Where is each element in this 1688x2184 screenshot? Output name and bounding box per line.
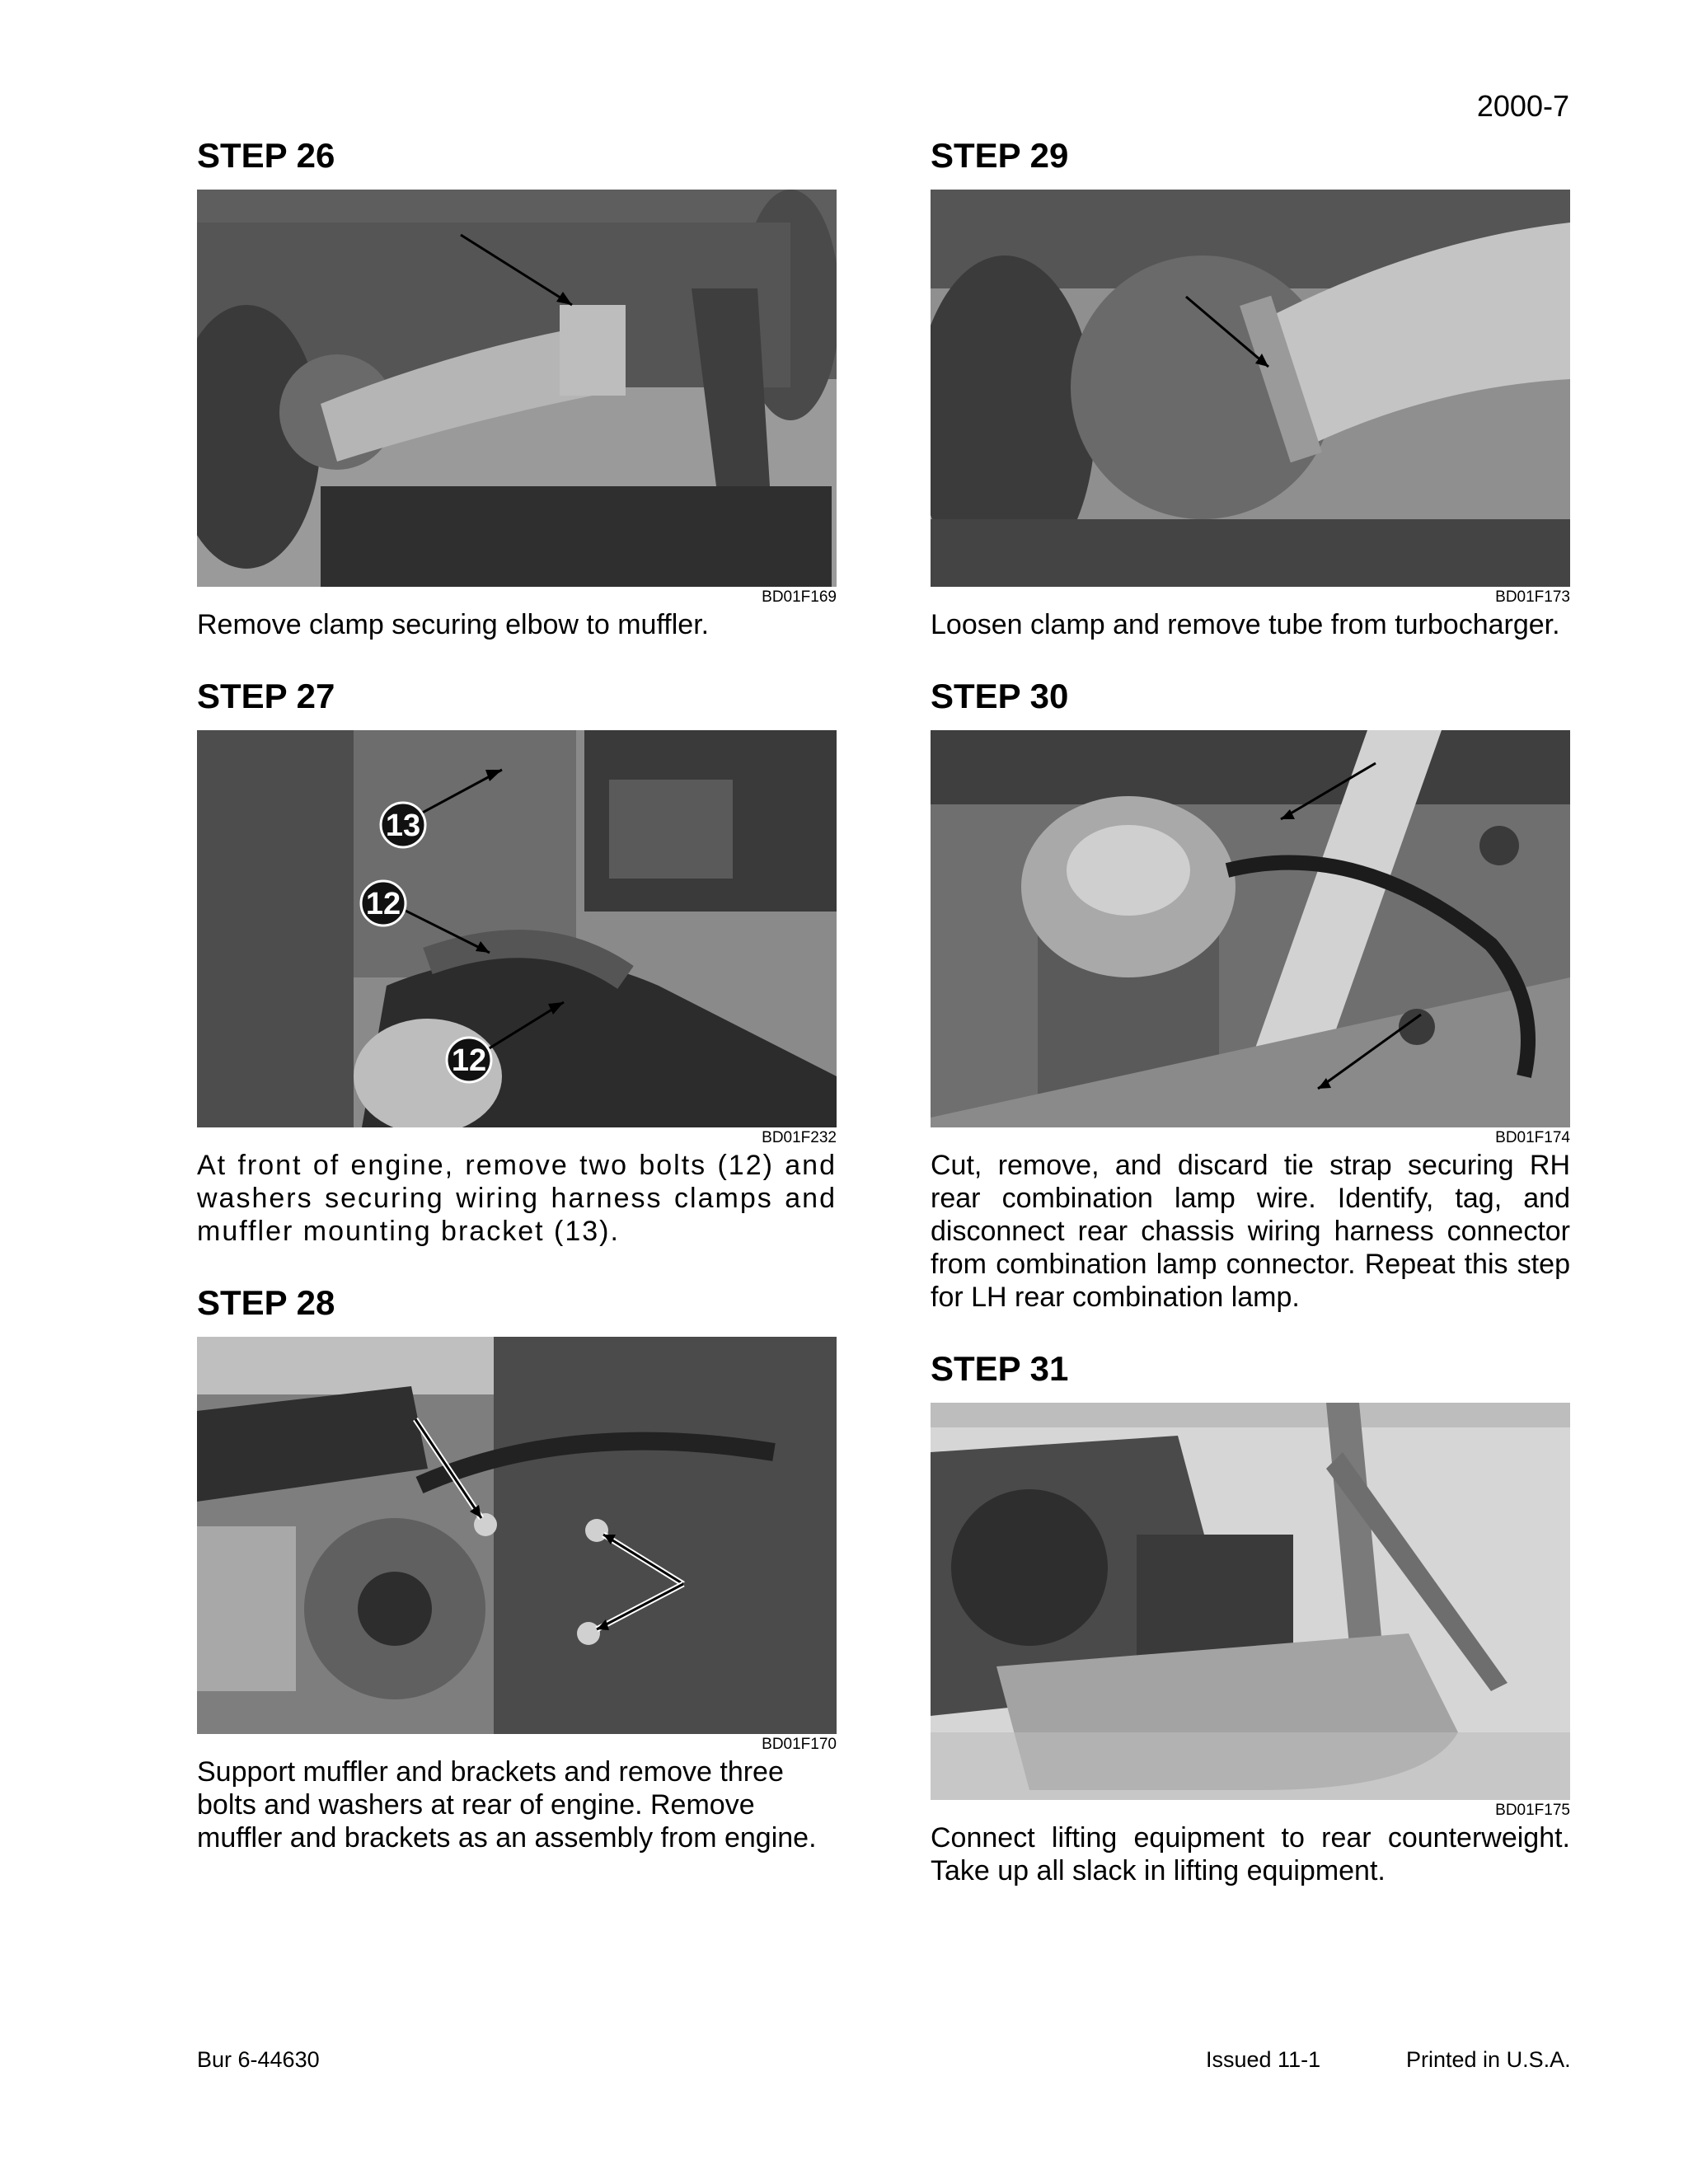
footer-issued: Issued 11-1 [1206, 2047, 1321, 2072]
callout-13: 13 [385, 808, 421, 843]
figure-code: BD01F232 [762, 1129, 837, 1146]
step-30-photo [931, 730, 1570, 1127]
step-caption: Remove clamp securing elbow to muffler. [197, 609, 710, 640]
figure-code: BD01F170 [762, 1736, 837, 1753]
footer-printed: Printed in U.S.A. [1406, 2047, 1571, 2072]
callout-12: 12 [365, 887, 401, 921]
step-caption: Loosen clamp and remove tube from turbocharger. [931, 609, 1560, 640]
step-29 [931, 138, 1570, 641]
step-title: STEP 30 [931, 677, 1069, 715]
figure-code: BD01F173 [1495, 588, 1570, 606]
step-30 [931, 679, 1570, 1314]
step-caption: Support muffler and brackets and remove three bolts and washers at rear of engine. Remove muffler and brackets as an assembly from engine. [197, 1756, 817, 1854]
step-title: STEP 27 [197, 677, 335, 715]
figure-code: BD01F174 [1495, 1129, 1570, 1146]
step-26-photo [197, 190, 837, 587]
step-31 [931, 1349, 1570, 1887]
step-title: STEP 31 [931, 1349, 1069, 1388]
step-title: STEP 26 [197, 136, 335, 175]
step-26 [197, 138, 837, 641]
step-28 [197, 1283, 837, 1854]
step-caption: Cut, remove, and discard tie strap securing RH rear combination lamp wire. Identify, tag, and disconnect rear chassis wiring harness connector from combination lamp connector. Repeat this step for LH rear combination lamp. [931, 1150, 1570, 1313]
step-31-photo [931, 1403, 1570, 1800]
callout-12: 12 [451, 1043, 487, 1078]
step-27 [197, 679, 837, 1248]
step-caption: Connect lifting equipment to rear counterweight. Take up all slack in lifting equipment. [931, 1822, 1570, 1886]
step-29-photo [931, 190, 1570, 587]
page-number: 2000-7 [1476, 89, 1569, 123]
footer-document-id: Bur 6-44630 [197, 2047, 320, 2072]
step-27-photo [197, 730, 837, 1127]
figure-code: BD01F169 [762, 588, 837, 606]
step-title: STEP 29 [931, 136, 1069, 175]
figure-code: BD01F175 [1495, 1802, 1570, 1819]
step-title: STEP 28 [197, 1283, 335, 1322]
step-28-photo [197, 1337, 837, 1734]
step-caption: At front of engine, remove two bolts (12) and washers securing wiring harness clamps and muffler mounting bracket (13). [197, 1150, 837, 1247]
